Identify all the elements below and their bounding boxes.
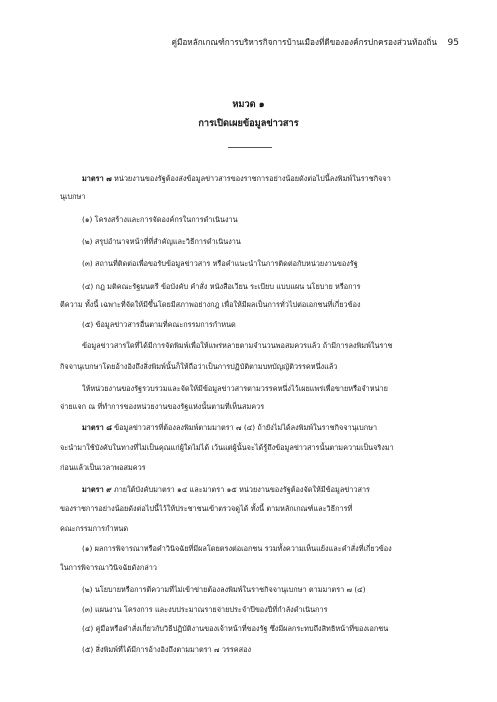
line-text: ก่อนแล้วเป็นเวลาพอสมควร (60, 463, 146, 472)
running-title: คู่มือหลักเกณฑ์การบริหารกิจการบ้านเมืองที่ดีขององค์กรปกครองส่วนท้องถิ่น (171, 37, 437, 47)
line-text: (๔) คู่มือหรือคำสั่งเกี่ยวกับวิธีปฏิบัติงานของเจ้าหน้าที่ของรัฐ ซึ่งมีผลกระทบถึงสิทธิหน้าที่ของเอกชน (82, 624, 389, 633)
line-text: ในการพิจารณาวินิจฉัยดังกล่าว (60, 563, 157, 572)
line-text: ข้อมูลข่าวสารที่ต้องลงพิมพ์ตามมาตรา ๗ (๔) ถ้ายังไม่ได้ลงพิมพ์ในราชกิจจานุเบกษา (111, 423, 378, 432)
line-text: (๕) ข้อมูลข่าวสารอื่นตามที่คณะกรรมการกำหนด (82, 320, 236, 329)
body-line (60, 563, 157, 573)
line-text: ภายใต้บังคับมาตรา ๑๔ และมาตรา ๑๕ หน่วยงานของรัฐต้องจัดให้มีข้อมูลข่าวสาร (111, 485, 370, 494)
line-text: (๒) สรุปอำนาจหน้าที่ที่สำคัญและวิธีการดำเนินงาน (82, 237, 241, 246)
body-line (60, 362, 337, 372)
page-number: 95 (447, 38, 459, 48)
line-text: (๓) แผนงาน โครงการ และงบประมาณรายจ่ายประจำปีของปีที่กำลังดำเนินการ (82, 605, 328, 614)
line-text: (๕) สิ่งพิมพ์ที่ได้มีการอ้างอิงถึงตามมาตรา ๗ วรรคสอง (82, 645, 252, 654)
line-text: คณะกรรมการกำหนด (60, 524, 129, 533)
body-line (60, 463, 146, 473)
body-line (82, 282, 361, 292)
line-text: (๒) นโยบายหรือการตีความที่ไม่เข้าข่ายต้องลงพิมพ์ในราชกิจจานุเบกษา ตามมาตรา ๗ (๔) (82, 585, 366, 594)
body-line (82, 423, 377, 433)
body-line (60, 192, 85, 202)
body-line (60, 443, 394, 453)
body-line (82, 585, 366, 595)
line-text: นุเบกษา (60, 192, 86, 201)
body-line (82, 605, 328, 615)
line-text: (๓) สถานที่ติดต่อเพื่อขอรับข้อมูลข่าวสาร หรือคำแนะนำในการติดต่อกับหน่วยงานของรัฐ (82, 259, 358, 268)
body-line (82, 215, 238, 225)
body-line (82, 237, 241, 247)
line-text: จ่ายแจก ณ ที่ทำการของหน่วยงานของรัฐแห่งนั้นตามที่เห็นสมควร (60, 402, 265, 411)
line-text: จะนำมาใช้บังคับในทางที่ไม่เป็นคุณแก่ผู้ใดไม่ได้ เว้นแต่ผู้นั้นจะได้รู้ถึงข้อมูลข่าวสารนั้นตามความเป็นจริงมา (60, 443, 394, 452)
line-text: หน่วยงานของรัฐต้องส่งข้อมูลข่าวสารของราชการอย่างน้อยดังต่อไปนี้ลงพิมพ์ในราชกิจจา (111, 174, 391, 183)
title-divider (228, 147, 272, 148)
body-line (82, 645, 251, 655)
line-text: ของราชการอย่างน้อยดังต่อไปนี้ไว้ให้ประชาชนเข้าตรวจดูได้ ทั้งนี้ ตามหลักเกณฑ์และวิธีการที่ (60, 504, 353, 513)
body-line (82, 384, 388, 394)
article-number: มาตรา ๙ (82, 485, 112, 494)
body-line (82, 320, 236, 330)
body-line (60, 300, 361, 310)
body-line (60, 402, 264, 412)
body-line (60, 524, 128, 534)
line-text: (๔) กฎ มติคณะรัฐมนตรี ข้อบังคับ คำสั่ง หนังสือเวียน ระเบียบ แบบแผน นโยบาย หรือการ (82, 282, 361, 291)
line-text: ตีความ ทั้งนี้ เฉพาะที่จัดให้มีขึ้นโดยมีสภาพอย่างกฎ เพื่อให้มีผลเป็นการทั่วไปต่อเอกชนที่เกี่ยวข้อง (60, 300, 361, 309)
body-line (82, 341, 392, 351)
line-text: กิจจานุเบกษาโดยอ้างอิงถึงสิ่งพิมพ์นั้นก็ให้ถือว่าเป็นการปฏิบัติตามบทบัญญัติวรรคหนึ่งแล้ว (60, 362, 338, 371)
body-line (82, 485, 370, 495)
body-line (60, 504, 352, 514)
body-line (82, 544, 392, 554)
section-title: การเปิดเผยข้อมูลข่าวสาร (198, 118, 299, 129)
chapter-heading: หมวด ๑ (232, 99, 265, 110)
line-text: (๑) ผลการพิจารณาหรือคำวินิจฉัยที่มีผลโดยตรงต่อเอกชน รวมทั้งความเห็นแย้งและคำสั่งที่เกี่ยวข้อง (82, 544, 392, 553)
line-text: ให้หน่วยงานของรัฐรวบรวมและจัดให้มีข้อมูลข่าวสารตามวรรคหนึ่งไว้เผยแพร่เพื่อขายหรือจำหน่าย (82, 384, 388, 393)
article-number: มาตรา ๘ (82, 423, 112, 432)
line-text: (๑) โครงสร้างและการจัดองค์กรในการดำเนินงาน (82, 215, 238, 224)
article-number: มาตรา ๗ (82, 174, 112, 183)
line-text: ข้อมูลข่าวสารใดที่ได้มีการจัดพิมพ์เพื่อให้แพร่หลายตามจำนวนพอสมควรแล้ว ถ้ามีการลงพิมพ์ในราช (82, 341, 393, 350)
body-line (82, 174, 391, 184)
body-line (82, 259, 358, 269)
running-header (172, 36, 460, 49)
body-line (82, 624, 388, 634)
